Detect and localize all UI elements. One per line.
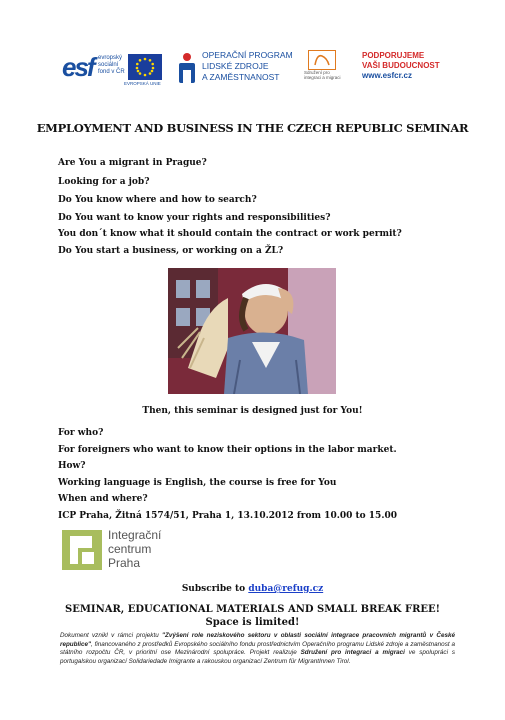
details-line: ICP Praha, Žitná 1574/51, Praha 1, 13.10.2012 from 10.00 to 15.00 — [58, 511, 397, 521]
question-line: Looking for a job? — [58, 177, 150, 187]
subscribe-email-link[interactable]: duba@refug.cz — [248, 584, 324, 594]
housemaid-illustration — [168, 268, 336, 394]
sdruzeni-mark-icon — [308, 50, 336, 70]
esf-url-link[interactable]: www.esfcr.cz — [362, 71, 412, 80]
subscribe-line: Subscribe to duba@refug.cz — [181, 584, 324, 594]
icp-caption: Integrační centrum Praha — [108, 528, 162, 570]
esf-logo — [60, 52, 168, 86]
question-line: Are You a migrant in Prague? — [58, 158, 207, 168]
support-slogan: PODPORUJEME VAŠI BUDOUCNOST www.esfcr.cz — [362, 51, 440, 80]
op-caption: OPERAČNÍ PROGRAM LIDSKÉ ZDROJE A ZAMĚSTNANOST — [202, 50, 293, 82]
icp-mark-icon — [62, 530, 102, 570]
sponsor-logos — [60, 48, 450, 88]
esf-caption: evropský sociální fond v ČR — [98, 55, 125, 75]
designed-for-you: Then, this seminar is designed just for You! — [142, 406, 363, 416]
question-line: Do You know where and how to search? — [58, 195, 257, 205]
details-heading: When and where? — [58, 494, 148, 504]
question-line: Do You want to know your rights and responsibilities? — [58, 213, 331, 223]
details-line: Working language is English, the course is free for You — [58, 478, 337, 488]
esf-letters: esf — [62, 52, 94, 82]
free-notice: SEMINAR, EDUCATIONAL MATERIALS AND SMALL BREAK FREE! — [64, 604, 441, 615]
eu-caption: EVROPSKÁ UNIE — [124, 81, 161, 86]
details-heading: For who? — [58, 428, 104, 438]
question-line: Do You start a business, or working on a ŽL? — [58, 246, 284, 256]
question-line: You don´t know what it should contain the contract or work permit? — [58, 229, 402, 239]
eu-flag-icon — [128, 54, 162, 80]
project-footnote: Dokument vznikl v rámci projektu "Zvýšení role neziskového sektoru v oblasti sociální integrace pracovních migrantů v České republice", financovaného z prostředků Evropského sociálního fondu prostřednictvím Operačního programu Lidské zdroje a zaměstnanost a státního rozpočtu ČR, v prioritní ose Mezinárodní spolupráce. Projekt realizuje Sdružení pro integraci a migraci ve spolupráci s portugalskou organizací Solidariedade Imigrante a rakouskou organizací Zentrum für MigrantInnen Tirol. — [60, 632, 455, 665]
person-icon — [178, 52, 196, 84]
details-line: For foreigners who want to know their options in the labor market. — [58, 445, 397, 455]
op-lzz-logo — [178, 50, 298, 86]
space-limited: Space is limited! — [205, 617, 300, 628]
icp-logo — [62, 528, 172, 574]
page-title: EMPLOYMENT AND BUSINESS IN THE CZECH REPUBLIC SEMINAR — [36, 121, 469, 135]
sdruzeni-logo — [304, 50, 354, 84]
details-heading: How? — [58, 461, 86, 471]
sdruzeni-caption: Sdružení pro integraci a migraci — [304, 70, 341, 80]
